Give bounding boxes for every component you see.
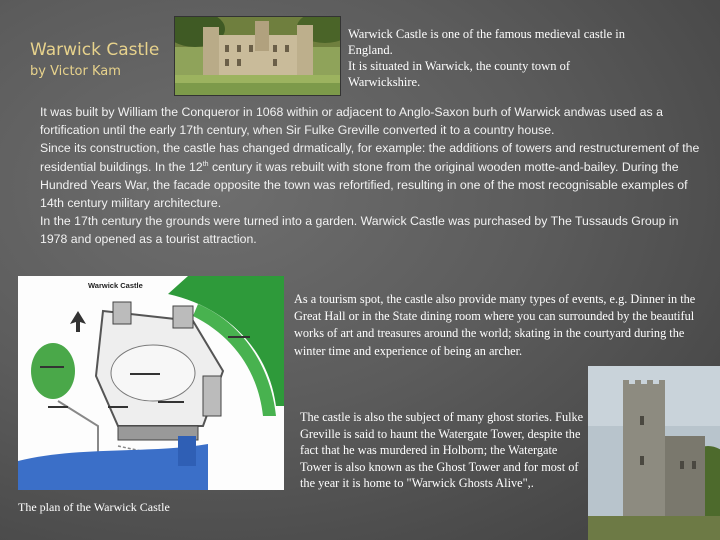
slide-subtitle: by Victor Kam — [30, 64, 121, 79]
intro-text — [348, 26, 688, 90]
castle-photo-top — [174, 16, 341, 96]
ordinal-suffix: th — [202, 160, 209, 168]
intro-line: It is situated in Warwick, the county town of — [348, 59, 570, 73]
history-paragraph-3: In the 17th century the grounds were turned into a garden. Warwick Castle was purchased by The Tussauds Group in 1978 and opened as a tourist attraction. — [40, 214, 679, 247]
map-caption: The plan of the Warwick Castle — [18, 500, 170, 514]
castle-plan-map — [18, 276, 284, 490]
slide-title: Warwick Castle — [30, 40, 160, 60]
history-text — [40, 103, 705, 249]
paragraph-2-end: century it was rebuilt with stone from the original wooden motte-and-bailey. During the Hundred Years War, the facade opposite the town was refortified, resulting in one of the most recognisable examples of 14th century military architecture. — [40, 159, 688, 211]
map-title: Warwick Castle — [88, 281, 143, 290]
paragraph-2-start: Since its construction, the castle has changed drmatically, for example: the additions of towers and restructurement of the residential buildings. In the 12 — [40, 141, 700, 174]
tower-photo — [588, 366, 720, 540]
events-text: As a tourism spot, the castle also provide many types of events, e.g. Dinner in the Great Hall or in the State dining room where you can surrounded by the beautiful works of art and treasures around the world; skating in the courtyard during the winter time and experience of being an archer. — [294, 292, 696, 358]
history-paragraph-1: It was built by William the Conqueror in 1068 within or adjacent to Anglo-Saxon burh of Warwick andwas used as a fortification until the early 17th century, when Sir Fulke Greville converted it to a country house. — [40, 105, 663, 138]
intro-line: Warwick Castle is one of the famous medieval castle in — [348, 27, 626, 41]
intro-line: Warwickshire. — [348, 75, 421, 89]
ghost-text: The castle is also the subject of many ghost stories. Fulke Greville is said to haunt the Watergate Tower, despite the fact that he was murdered in Holborn; the Watergate Tower is also known as the Ghost Tower and for most of the year it is home to "Warwick Ghosts Alive",. — [300, 410, 584, 491]
intro-line: England. — [348, 43, 393, 57]
history-paragraph-2 — [40, 139, 705, 212]
